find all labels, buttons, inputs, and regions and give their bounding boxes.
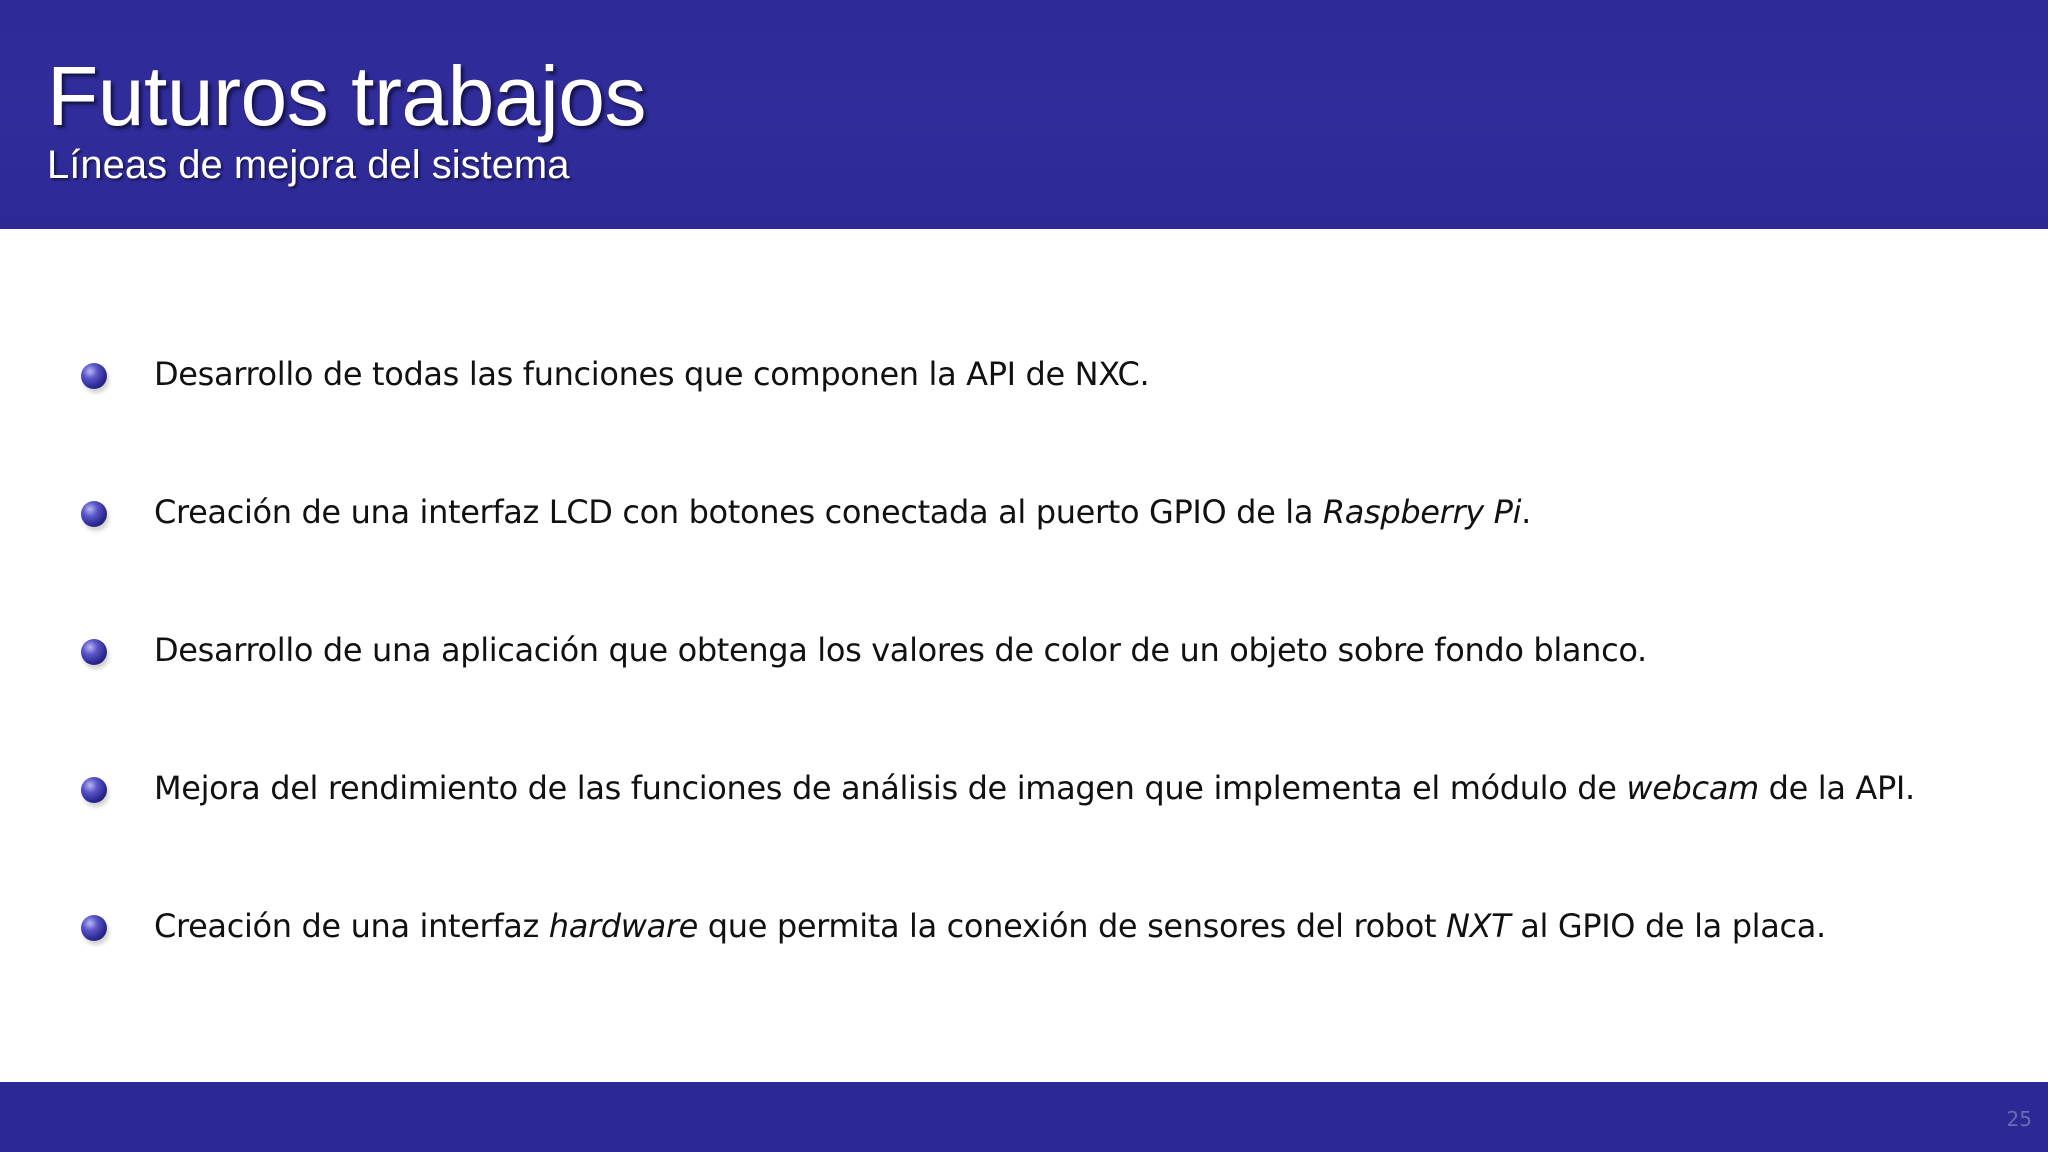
bullet-item bbox=[0, 346, 2048, 406]
bullet-dot-icon bbox=[81, 639, 107, 665]
bullet-dot-icon bbox=[81, 777, 107, 803]
bullet-dot-icon bbox=[81, 915, 107, 941]
bullet-text: Creación de una interfaz hardware que permita la conexión de sensores del robot NXT al GPIO de la placa. bbox=[154, 907, 1826, 945]
bullet-text: Creación de una interfaz LCD con botones conectada al puerto GPIO de la Raspberry Pi. bbox=[154, 493, 1531, 531]
slide-title: Futuros trabajos bbox=[47, 49, 646, 143]
bullet-item bbox=[0, 898, 2048, 958]
bullet-item bbox=[0, 760, 2048, 820]
bullet-text: Desarrollo de todas las funciones que componen la API de NXC. bbox=[154, 355, 1150, 393]
slide-subtitle: Líneas de mejora del sistema bbox=[47, 143, 570, 187]
footer-bar bbox=[0, 1082, 2048, 1152]
bullet-text: Desarrollo de una aplicación que obtenga los valores de color de un objeto sobre fondo blanco. bbox=[154, 631, 1647, 669]
bullet-dot-icon bbox=[81, 363, 107, 389]
bullet-item bbox=[0, 484, 2048, 544]
bullet-dot-icon bbox=[81, 501, 107, 527]
page-number: 25 bbox=[2006, 1107, 2032, 1131]
bullet-item bbox=[0, 622, 2048, 682]
header-bar bbox=[0, 0, 2048, 229]
bullet-text: Mejora del rendimiento de las funciones de análisis de imagen que implementa el módulo de webcam de la API. bbox=[154, 769, 1915, 807]
